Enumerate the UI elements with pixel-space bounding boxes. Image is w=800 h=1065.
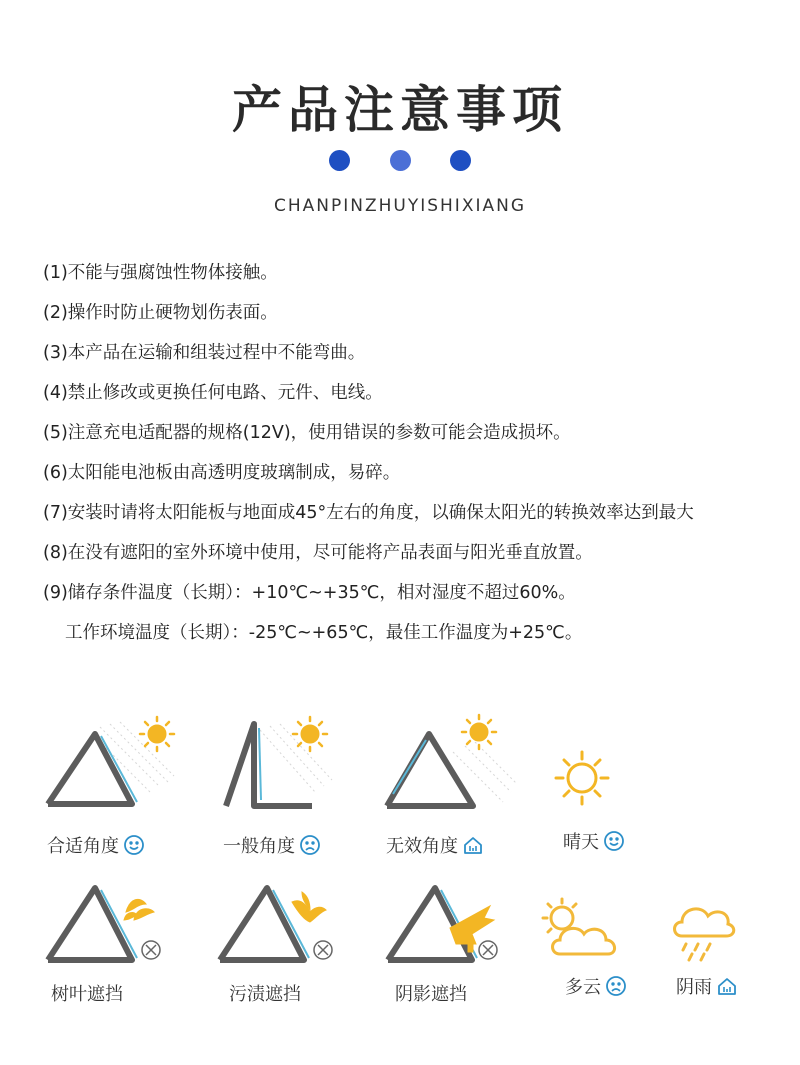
- bird-icon: [292, 892, 326, 922]
- happy-face-icon: [603, 830, 625, 852]
- weather-sunny-illustration: [553, 748, 613, 808]
- shade-stain-label: 污渍遮挡: [229, 984, 301, 1005]
- low-output-icon: [716, 975, 738, 997]
- weather-cloudy-caption: [565, 973, 627, 999]
- note-item-4: (4)禁止修改或更换任何电路、元件、电线。: [43, 383, 383, 403]
- angle-invalid-illustration: [383, 712, 523, 812]
- note-item-10: 工作环境温度（长期）：-25℃~+65℃，最佳工作温度为+25℃。: [65, 623, 583, 643]
- shade-shadow-label: 阴影遮挡: [395, 984, 467, 1005]
- sun-icon: [462, 715, 496, 749]
- solar-panel-glass: [101, 890, 137, 958]
- decorative-dots: [0, 150, 800, 175]
- solar-panel-glass: [393, 740, 426, 794]
- weather-sunny-caption: [563, 828, 625, 854]
- note-item-7: (7)安装时请将太阳能板与地面成45°左右的角度，以确保太阳光的转换效率达到最大: [43, 503, 694, 523]
- blocked-icon: [142, 941, 160, 959]
- angle-invalid-caption: [386, 832, 484, 858]
- shade-leaf-label: 树叶遮挡: [51, 984, 123, 1005]
- note-item-2: (2)操作时防止硬物划伤表面。: [43, 303, 278, 323]
- dot-2: [390, 150, 411, 171]
- shade-leaf-caption: [51, 980, 123, 1006]
- notes-list: [43, 258, 800, 658]
- page-title: 产品注意事项: [232, 81, 568, 139]
- weather-rainy-label: 阴雨: [676, 977, 712, 998]
- page-subtitle: CHANPINZHUYISHIXIANG: [273, 196, 527, 216]
- angle-normal-caption: [223, 832, 321, 858]
- sun-icon: [293, 717, 327, 751]
- rain-cloud-icon: [675, 909, 734, 960]
- solar-panel-frame: [226, 724, 312, 806]
- shade-leaf-illustration: [40, 880, 170, 970]
- partly-cloudy-icon: [543, 899, 615, 954]
- sad-face-icon: [299, 834, 321, 856]
- shade-shadow-caption: [395, 980, 467, 1006]
- weather-cloudy-label: 多云: [565, 977, 601, 998]
- weather-rainy-caption: [676, 973, 738, 999]
- note-item-3: (3)本产品在运输和组装过程中不能弯曲。: [43, 343, 366, 363]
- note-item-8: (8)在没有遮阳的室外环境中使用，尽可能将产品表面与阳光垂直放置。: [43, 543, 593, 563]
- angle-suitable-caption: [47, 832, 145, 858]
- sad-face-icon: [605, 975, 627, 997]
- note-item-9: (9)储存条件温度（长期）：+10℃~+35℃，相对湿度不超过60%。: [43, 583, 576, 603]
- dot-3: [450, 150, 471, 171]
- sun-icon: [140, 717, 174, 751]
- shade-stain-illustration: [212, 880, 342, 970]
- angle-normal-label: 一般角度: [223, 836, 295, 857]
- note-item-5: (5)注意充电适配器的规格(12V)，使用错误的参数可能会造成损坏。: [43, 423, 571, 443]
- solar-panel-frame: [387, 734, 473, 806]
- sun-icon: [556, 752, 608, 804]
- angle-normal-illustration: [220, 712, 360, 812]
- low-output-icon: [462, 834, 484, 856]
- shade-shadow-illustration: [380, 880, 510, 970]
- leaf-icon: [124, 899, 154, 920]
- weather-cloudy-illustration: [538, 896, 624, 962]
- dot-1: [329, 150, 350, 171]
- weather-sunny-label: 晴天: [563, 832, 599, 853]
- happy-face-icon: [123, 834, 145, 856]
- blocked-icon: [479, 941, 497, 959]
- shade-stain-caption: [229, 980, 301, 1006]
- note-item-6: (6)太阳能电池板由高透明度玻璃制成，易碎。: [43, 463, 401, 483]
- weather-rainy-illustration: [668, 898, 738, 964]
- note-item-1: (1)不能与强腐蚀性物体接触。: [43, 263, 278, 283]
- blocked-icon: [314, 941, 332, 959]
- tree-icon: [450, 906, 494, 952]
- angle-suitable-illustration: [40, 712, 180, 812]
- angle-invalid-label: 无效角度: [386, 836, 458, 857]
- solar-panel-glass: [259, 728, 261, 800]
- angle-suitable-label: 合适角度: [47, 836, 119, 857]
